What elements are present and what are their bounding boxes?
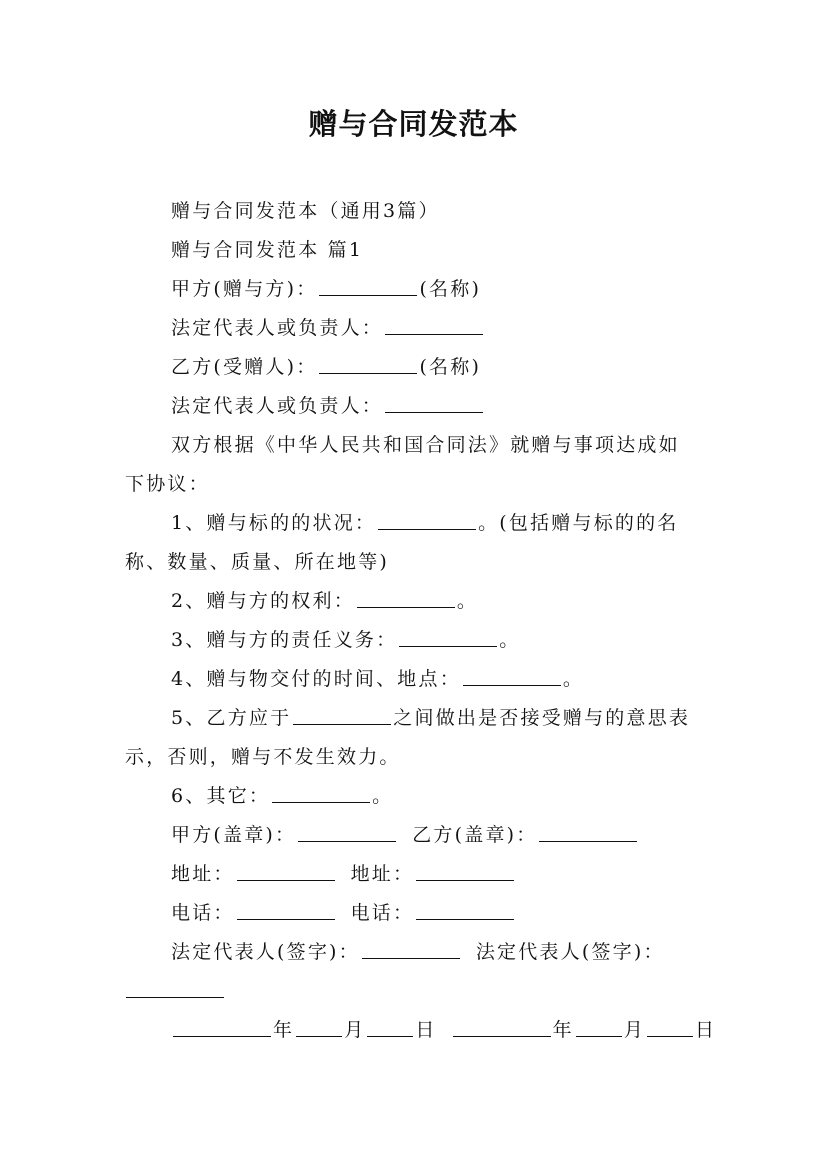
party-b-sign-blank[interactable] bbox=[126, 979, 224, 998]
party-b-label: 乙方(受赠人)： bbox=[171, 356, 318, 378]
subtitle-text: 赠与合同发范本（通用3篇） bbox=[171, 200, 440, 222]
party-b-phone-label: 电话： bbox=[350, 902, 415, 924]
agreement-intro-cont-text: 下协议： bbox=[125, 473, 210, 495]
party-a-phone-label: 电话： bbox=[171, 902, 235, 924]
party-a-rep-blank[interactable] bbox=[385, 316, 483, 335]
doc-line-party-b bbox=[171, 355, 481, 379]
doc-line-party-b-rep bbox=[171, 394, 485, 418]
clause-5-suffix: 之间做出是否接受赠与的意思表 bbox=[393, 707, 691, 729]
doc-line-party-a-rep bbox=[171, 316, 485, 340]
clause-2-suffix: 。 bbox=[456, 590, 479, 612]
doc-line-clause-2 bbox=[171, 589, 478, 613]
party-a-rep-label: 法定代表人或负责人： bbox=[171, 317, 384, 339]
party-b-seal-blank[interactable] bbox=[539, 823, 637, 842]
party-b-year-blank[interactable] bbox=[453, 1018, 551, 1037]
clause-5-label: 5、乙方应于 bbox=[171, 707, 292, 729]
party-a-year-blank[interactable] bbox=[173, 1018, 271, 1037]
party-b-month-blank[interactable] bbox=[576, 1018, 622, 1037]
doc-line-signatures bbox=[171, 940, 665, 964]
clause-2-blank[interactable] bbox=[357, 589, 455, 608]
clause-4-label: 4、赠与物交付的时间、地点： bbox=[171, 668, 461, 690]
doc-line-clause-4 bbox=[171, 667, 584, 691]
party-a-month-blank[interactable] bbox=[296, 1018, 342, 1037]
doc-line-signatures-cont bbox=[124, 979, 226, 1003]
party-b-address-label: 地址： bbox=[350, 863, 415, 885]
doc-line-party-a bbox=[171, 277, 481, 301]
doc-line-clause-3 bbox=[171, 628, 521, 652]
doc-line-phones bbox=[171, 901, 516, 925]
clause-5-blank[interactable] bbox=[293, 706, 391, 725]
doc-line-addresses bbox=[171, 862, 516, 886]
doc-line-seals bbox=[171, 823, 639, 847]
party-b-day-label: 日 bbox=[695, 1019, 717, 1041]
document-title: 赠与合同发范本 bbox=[308, 107, 519, 141]
party-a-suffix: (名称) bbox=[419, 278, 482, 300]
clause-4-suffix: 。 bbox=[562, 668, 585, 690]
party-a-sign-label: 法定代表人(签字)： bbox=[171, 941, 360, 963]
doc-line-section-heading bbox=[171, 238, 363, 262]
party-a-phone-blank[interactable] bbox=[237, 901, 335, 920]
doc-line-clause-5-cont bbox=[125, 745, 401, 769]
clause-3-suffix: 。 bbox=[499, 629, 521, 651]
party-a-seal-label: 甲方(盖章)： bbox=[171, 824, 297, 846]
clause-6-label: 6、其它： bbox=[171, 785, 271, 807]
doc-line-dates bbox=[171, 1018, 716, 1042]
doc-line-clause-1-cont bbox=[125, 550, 389, 574]
clause-4-blank[interactable] bbox=[463, 667, 561, 686]
party-a-year-label: 年 bbox=[273, 1019, 295, 1041]
clause-1-cont-text: 称、数量、质量、所在地等) bbox=[125, 551, 390, 573]
party-b-suffix: (名称) bbox=[419, 356, 482, 378]
party-b-phone-blank[interactable] bbox=[416, 901, 514, 920]
party-b-address-blank[interactable] bbox=[416, 862, 514, 881]
party-a-month-label: 月 bbox=[344, 1019, 366, 1041]
doc-line-subtitle bbox=[171, 199, 440, 223]
party-b-rep-blank[interactable] bbox=[385, 394, 483, 413]
doc-line-clause-6 bbox=[171, 784, 393, 808]
clause-3-label: 3、赠与方的责任义务： bbox=[171, 629, 398, 651]
clause-3-blank[interactable] bbox=[399, 628, 497, 647]
clause-2-label: 2、赠与方的权利： bbox=[171, 590, 355, 612]
doc-line-agreement-intro bbox=[171, 433, 680, 457]
party-b-day-blank[interactable] bbox=[647, 1018, 693, 1037]
agreement-intro-text: 双方根据《中华人民共和国合同法》就赠与事项达成如 bbox=[171, 434, 680, 456]
doc-line-clause-1 bbox=[171, 511, 679, 535]
clause-6-blank[interactable] bbox=[272, 784, 370, 803]
party-b-month-label: 月 bbox=[623, 1019, 646, 1041]
party-a-day-blank[interactable] bbox=[367, 1018, 413, 1037]
party-a-blank[interactable] bbox=[319, 277, 417, 296]
clause-6-suffix: 。 bbox=[372, 785, 394, 807]
party-b-seal-label: 乙方(盖章)： bbox=[412, 824, 538, 846]
party-a-address-blank[interactable] bbox=[237, 862, 335, 881]
party-b-sign-label: 法定代表人(签字)： bbox=[475, 941, 665, 963]
party-a-label: 甲方(赠与方)： bbox=[171, 278, 318, 300]
clause-1-blank[interactable] bbox=[378, 511, 476, 530]
clause-1-suffix: 。(包括赠与标的的名 bbox=[478, 512, 679, 534]
section-heading-text: 赠与合同发范本 篇1 bbox=[171, 239, 364, 261]
clause-5-cont-text: 示，否则，赠与不发生效力。 bbox=[125, 746, 401, 768]
party-b-year-label: 年 bbox=[552, 1019, 574, 1041]
doc-line-clause-5 bbox=[171, 706, 690, 730]
party-b-rep-label: 法定代表人或负责人： bbox=[171, 395, 384, 417]
party-b-blank[interactable] bbox=[319, 355, 417, 374]
clause-1-label: 1、赠与标的的状况： bbox=[171, 512, 377, 534]
party-a-address-label: 地址： bbox=[171, 863, 235, 885]
party-a-seal-blank[interactable] bbox=[298, 823, 396, 842]
doc-line-agreement-intro-cont bbox=[125, 472, 210, 496]
party-a-sign-blank[interactable] bbox=[362, 940, 460, 959]
party-a-day-label: 日 bbox=[415, 1019, 437, 1041]
